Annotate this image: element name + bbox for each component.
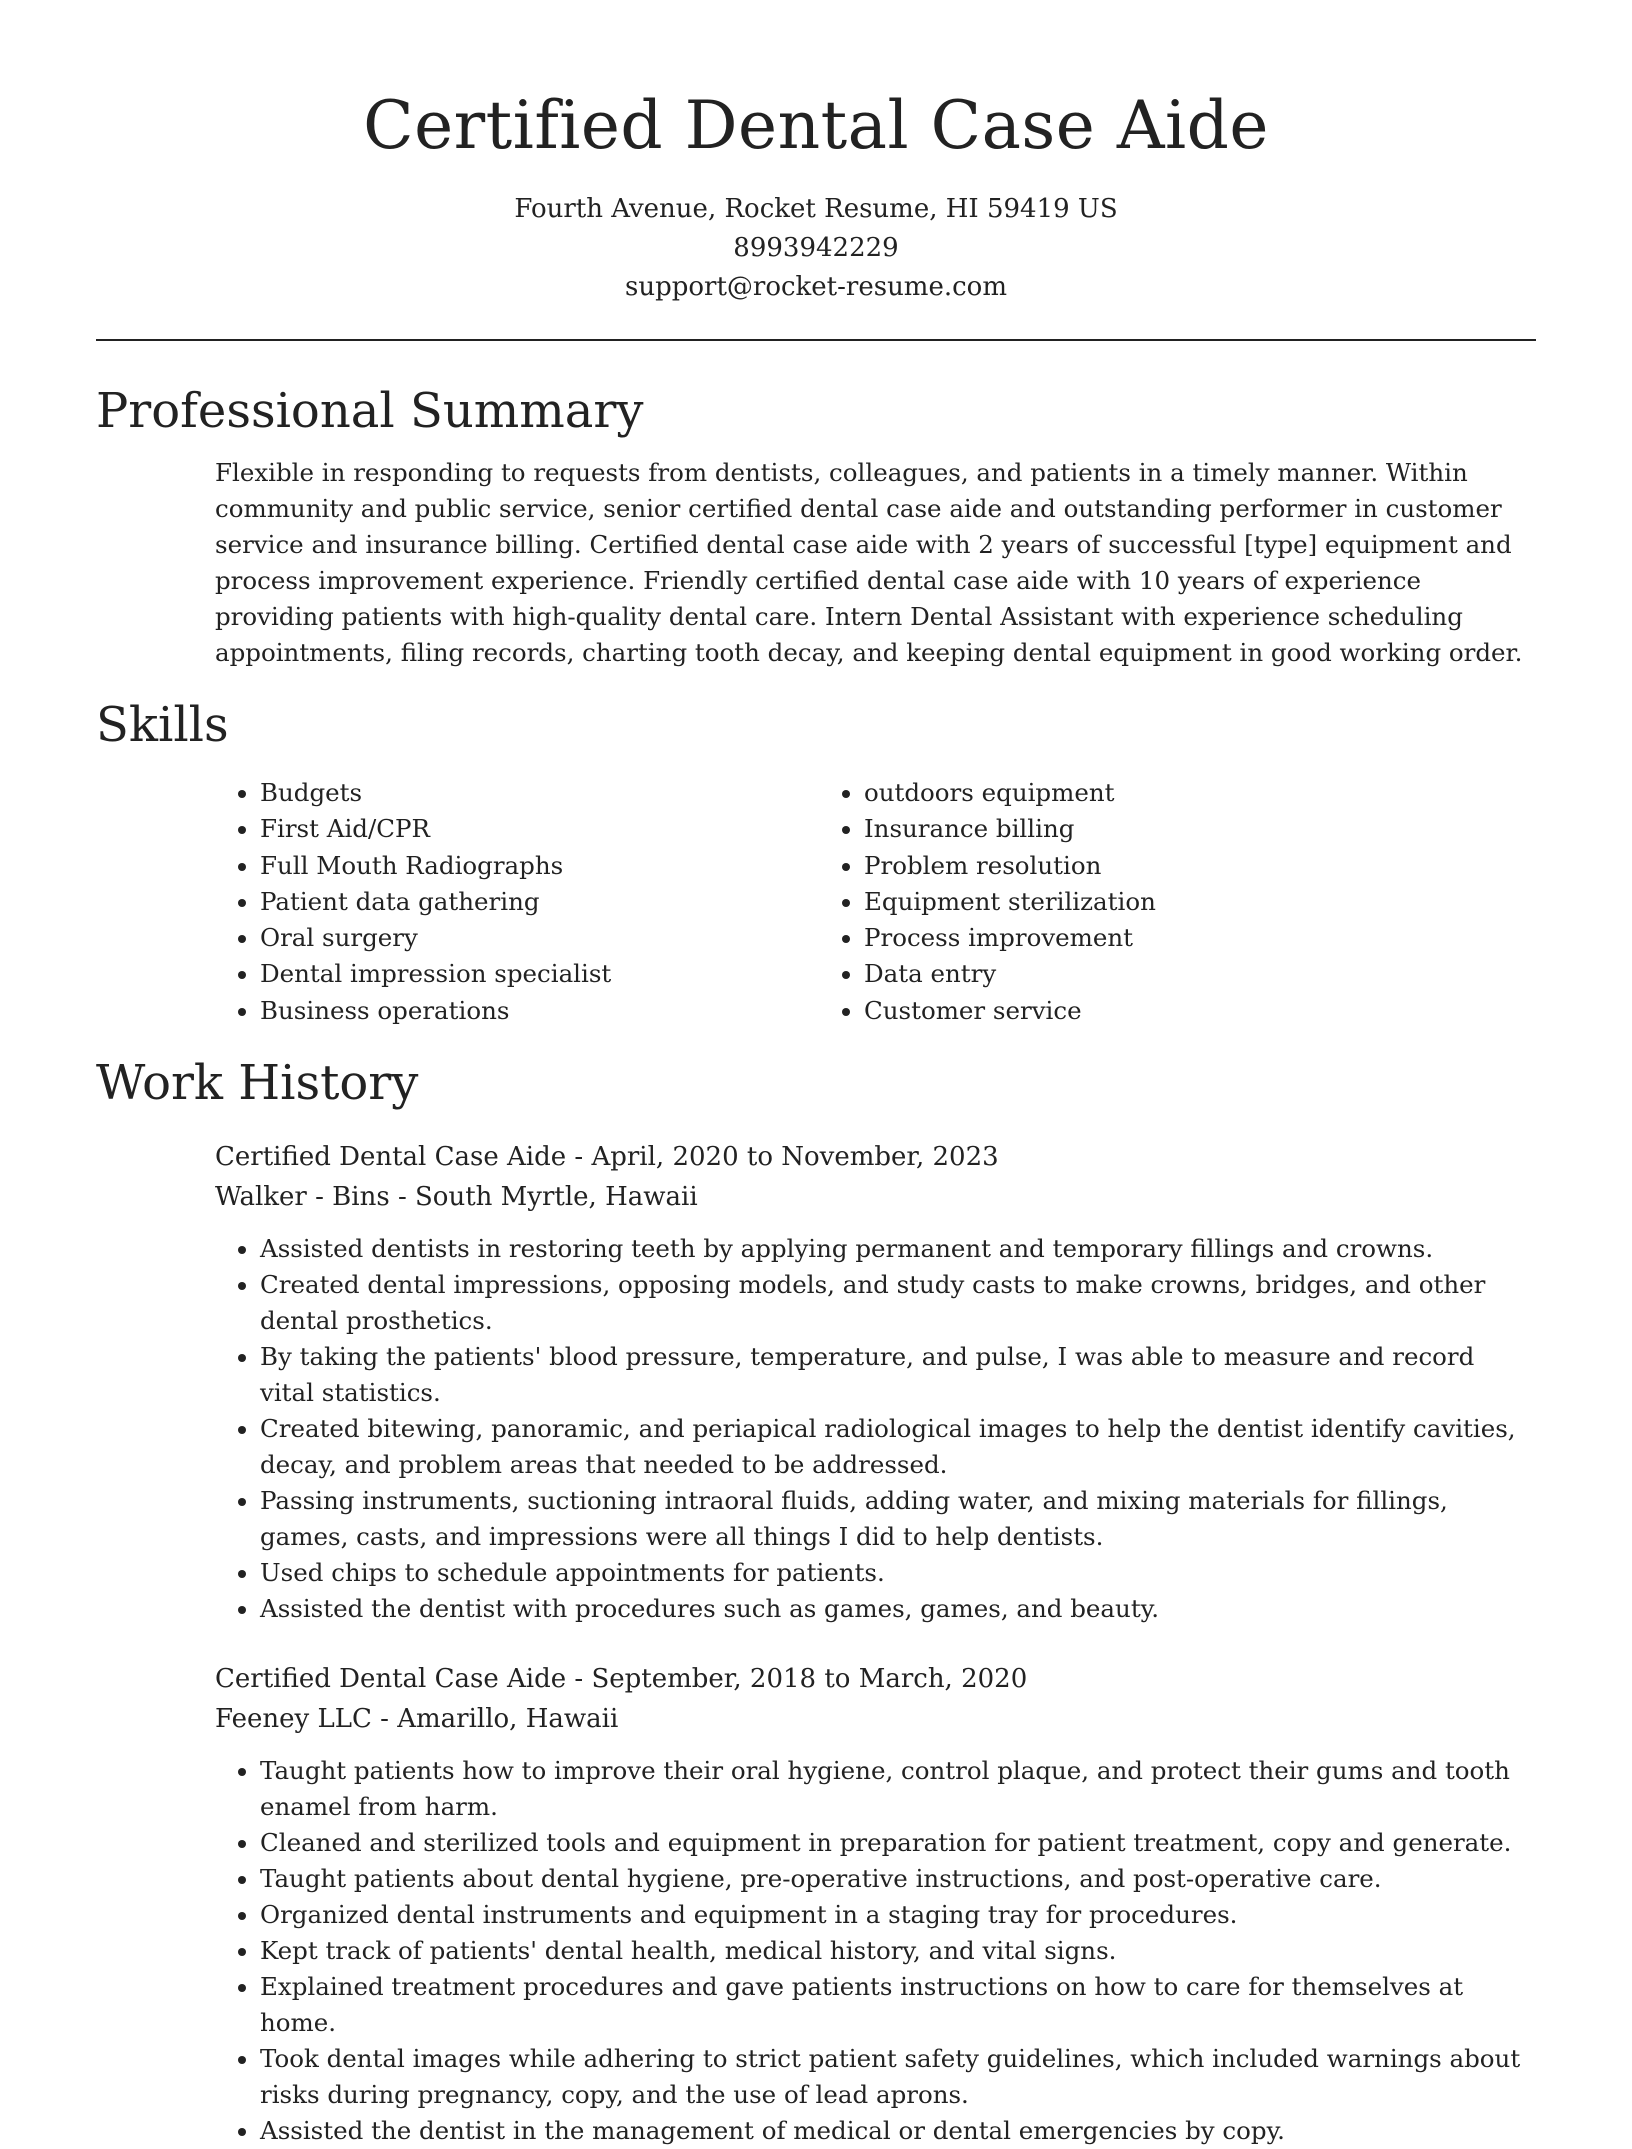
duty-item: • Created bitewing, panoramic, and periapical radiological images to help the dentist identify cavities, decay, and problem areas that needed to be addressed. xyxy=(260,1411,1536,1483)
skill-item: • Problem resolution xyxy=(864,848,1423,884)
duty-item: • Taught patients how to improve their oral hygiene, control plaque, and protect their gums and tooth enamel from harm. xyxy=(260,1753,1536,1825)
skill-item: • Customer service xyxy=(864,993,1423,1029)
job-title-dates: Certified Dental Case Aide - September, 2018 to March, 2020 xyxy=(215,1664,1028,1695)
summary-heading: Professional Summary xyxy=(96,383,644,439)
work-history-heading: Work History xyxy=(96,1055,419,1112)
duty-item: • Passing instruments, suctioning intraoral fluids, adding water, and mixing materials for fillings, games, casts, and impressions were all things I did to help dentists. xyxy=(260,1483,1536,1555)
duty-item: • Cleaned and sterilized tools and equipment in preparation for patient treatment, copy and generate. xyxy=(260,1825,1536,1861)
contact-phone: 8993942229 xyxy=(733,233,899,263)
duty-item: • Assisted the dentist in the management of medical or dental emergencies by copy. xyxy=(260,2113,1536,2149)
skills-heading: Skills xyxy=(96,697,229,753)
contact-info xyxy=(96,190,1536,307)
skill-item: • Insurance billing xyxy=(864,811,1423,847)
skills-list xyxy=(215,775,1536,1029)
skill-item: • Oral surgery xyxy=(260,920,819,956)
duty-item: • Used chips to schedule appointments for patients. xyxy=(260,1555,1536,1591)
skill-item: • Patient data gathering xyxy=(260,884,819,920)
duty-item: • Assisted dentists in restoring teeth by applying permanent and temporary fillings and crowns. xyxy=(260,1231,1536,1267)
duty-item: • Assisted the dentist with procedures such as games, games, and beauty. xyxy=(260,1591,1536,1627)
job-entry xyxy=(215,1659,1536,2149)
summary-text: Flexible in responding to requests from dentists, colleagues, and patients in a timely manner. Within community and public service, senior certified dental case aide and outstanding performer in customer service and insurance billing. Certified dental case aide with 2 years of successful [type] equipment and process improvement experience. Friendly certified dental case aide with 10 years of experience providing patients with high-quality dental care. Intern Dental Assistant with experience scheduling appointments, filing records, charting tooth decay, and keeping dental equipment in good working order. xyxy=(215,458,1523,667)
duty-item: • Organized dental instruments and equipment in a staging tray for procedures. xyxy=(260,1897,1536,1933)
skills-column-left xyxy=(215,775,819,1029)
duty-item: • Taught patients about dental hygiene, pre-operative instructions, and post-operative care. xyxy=(260,1861,1536,1897)
contact-email: support@rocket-resume.com xyxy=(624,272,1007,302)
contact-address: Fourth Avenue, Rocket Resume, HI 59419 US xyxy=(514,194,1118,224)
job-duties xyxy=(215,1231,1536,1627)
job-entry xyxy=(215,1137,1536,1627)
resume-header xyxy=(96,0,1536,307)
job-company-location: Walker - Bins - South Myrtle, Hawaii xyxy=(215,1182,698,1213)
job-title-dates: Certified Dental Case Aide - April, 2020 to November, 2023 xyxy=(215,1142,999,1173)
header-divider xyxy=(96,339,1536,341)
skill-item: • outdoors equipment xyxy=(864,775,1423,811)
duty-item: • Created dental impressions, opposing models, and study casts to make crowns, bridges, and other dental prosthetics. xyxy=(260,1267,1536,1339)
duty-item: • Took dental images while adhering to strict patient safety guidelines, which included warnings about risks during pregnancy, copy, and the use of lead aprons. xyxy=(260,2041,1536,2113)
skill-item: • Equipment sterilization xyxy=(864,884,1423,920)
skill-item: • Business operations xyxy=(260,993,819,1029)
skill-item: • Dental impression specialist xyxy=(260,956,819,992)
skill-item: • Full Mouth Radiographs xyxy=(260,848,819,884)
skill-item: • Process improvement xyxy=(864,920,1423,956)
duty-item: • Kept track of patients' dental health, medical history, and vital signs. xyxy=(260,1933,1536,1969)
skill-item: • Budgets xyxy=(260,775,819,811)
job-company-location: Feeney LLC - Amarillo, Hawaii xyxy=(215,1704,619,1735)
skill-item: • First Aid/CPR xyxy=(260,811,819,847)
skills-column-right xyxy=(819,775,1423,1029)
skill-item: • Data entry xyxy=(864,956,1423,992)
duty-item: • Explained treatment procedures and gave patients instructions on how to care for themselves at home. xyxy=(260,1969,1536,2041)
candidate-name: Certified Dental Case Aide xyxy=(363,87,1269,164)
duty-item: • By taking the patients' blood pressure, temperature, and pulse, I was able to measure and record vital statistics. xyxy=(260,1339,1536,1411)
job-duties xyxy=(215,1753,1536,2149)
